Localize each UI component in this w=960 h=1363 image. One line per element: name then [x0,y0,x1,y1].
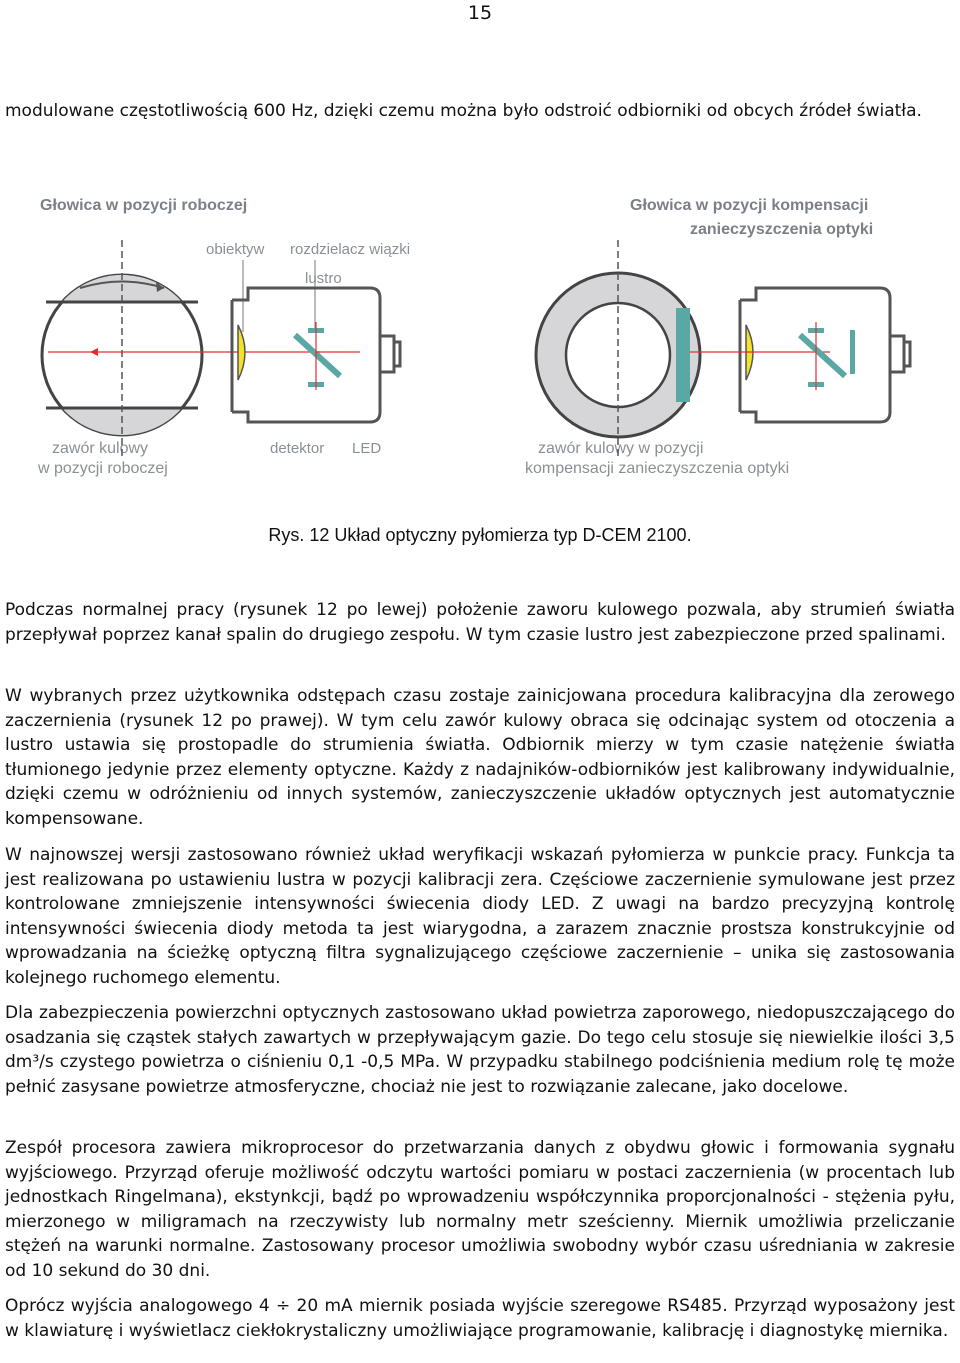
mirror-right [800,335,845,376]
detector-label: detektor [270,440,325,457]
left-ball-valve [42,240,202,460]
valve-left-label-line1: zawór kulowy [52,440,149,457]
valve-left-label-line2: w pozycji roboczej [38,460,168,477]
page-number: 15 [467,2,493,24]
figure-caption: Rys. 12 Układ optyczny pyłomierza typ D-CEM 2100. [268,525,692,545]
intro-paragraph: modulowane częstotliwością 600 Hz, dzięki czemu można było odstroić odbiorniki od obcych źródeł światła. [5,101,922,121]
lens-left [238,325,245,380]
lens-label: obiektyw [206,241,265,258]
paragraph-4: Dla zabezpieczenia powierzchni optycznych zastosowano układ powietrza zaporowego, niedopuszczającego do osadzania się cząstek stałych zawartych w przepływającym gazie. Do tego celu stosuje się niewielkie ilości 3,5 dm³/s czystego powietrza o ciśnieniu 0,1 -0,5 MPa. W przypadku stabilnego podciśnienia medium rolę tę może pełnić zasysane powietrze atmosferyczne, chociaż nie jest to rozwiązanie zalecane, jako docelowe. [5,1003,955,1097]
right-figure-title-line1: Głowica w pozycji kompensacji [630,197,869,214]
paragraph-6: Oprócz wyjścia analogowego 4 ÷ 20 mA miernik posiada wyjście szeregowe RS485. Przyrząd wyposażony jest w klawiaturę i wyświetlacz ciekłokrystaliczny umożliwiające programowanie, kalibrację i diagnostykę miernika. [5,1296,955,1341]
valve-right-label-line1: zawór kulowy w pozycji [538,440,704,457]
right-figure-title-line2: zanieczyszczenia optyki [690,221,874,238]
paragraph-5: Zespół procesora zawiera mikroprocesor do przetwarzania danych z obydwu głowic i formowania sygnału wyjściowego. Przyrząd oferuje możliwość odczytu wartości pomiaru w postaci zaczernienia (w procentach lub jednostkach Ringelmana), ekstynkcji, bądź po wprowadzeniu współczynnika proporcjonalności - stężenia pyłu, mierzonego w miligramach na rzeczywisty lub normalny metr sześcienny. Miernik umożliwia przeliczanie stężeń na warunki normalne. Zastosowany procesor umożliwia swobodny wybór czasu uśredniania w zakresie od 10 sekund do 30 dni. [5,1138,955,1281]
paragraph-2: W wybranych przez użytkownika odstępach czasu zostaje zainicjowana procedura kalibracyjna dla zerowego zaczernienia (rysunek 12 po prawej). W tym celu zawór kulowy obraca się odcinając system od otoczenia a lustro ustawia się prostopadle do strumienia światła. Odbiornik mierzy w tym czasie natężenie światła tłumionego jedynie przez elementy optyczne. Każdy z nadajników-odbiorników jest kalibrowany indywidualnie, dzięki czemu w odróżnieniu od innych systemów, zanieczyszczenie układów optycznych jest automatycznie kompensowane. [5,686,955,829]
optical-system-figure [0,180,960,500]
mirror-perpendicular [850,330,855,374]
right-ball-valve [536,240,700,460]
valve-right-label-line2: kompensacji zanieczyszczenia optyki [525,460,790,477]
led-label: LED [352,440,382,457]
left-figure-title: Głowica w pozycji roboczej [40,197,248,214]
compensation-window [676,308,690,402]
paragraph-3: W najnowszej wersji zastosowano również układ weryfikacji wskazań pyłomierza w punkcie pracy. Funkcja ta jest realizowana po ustawieniu lustra w pozycji kalibracji zera. Częściowe zaczernienie symulowane jest przez kontrolowane zmniejszenie intensywności świecenia diody LED. Z uwagi na bardzo precyzyjną kontrolę intensywności świecenia diody metoda ta jest wiarygodna, a zarazem znacznie prostsza konstrukcyjnie od wprowadzania na ścieżkę optyczną filtra sygnalizującego częściowe zaczernienie – unika się zastosowania kolejnego ruchomego elementu. [5,845,955,988]
paragraph-1: Podczas normalnej pracy (rysunek 12 po lewej) położenie zaworu kulowego pozwala, aby strumień światła przepływał poprzez kanał spalin do drugiego zespołu. W tym czasie lustro jest zabezpieczone przed spalinami. [5,600,955,645]
mirror-left [295,335,340,376]
beam-splitter-label: rozdzielacz wiązki [290,241,411,258]
mirror-label: lustro [305,270,342,287]
